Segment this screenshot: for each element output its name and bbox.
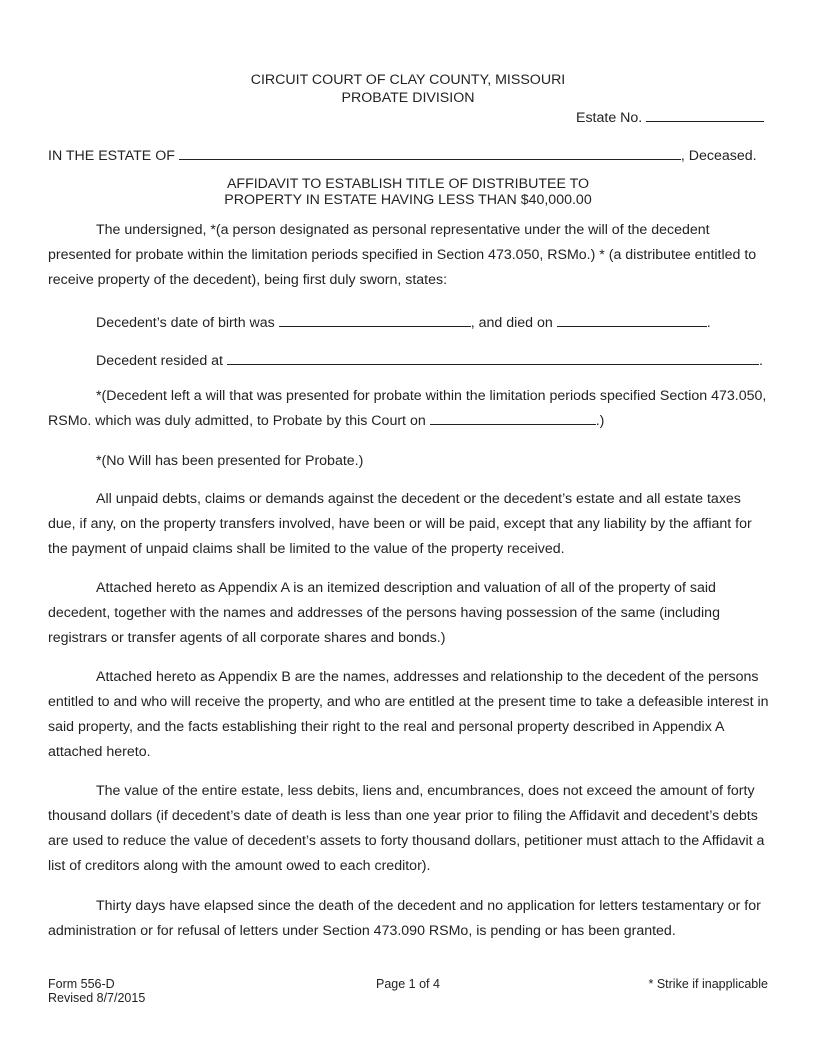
strike-note: * Strike if inapplicable (648, 977, 768, 991)
page-number: Page 1 of 4 (376, 977, 440, 991)
deceased-label: , Deceased. (680, 148, 757, 164)
will-paragraph: *(Decedent left a will that was presented for probate within the limitation periods specified Section 473.050, RSMo. which was duly admitted, to Probate by this Court on .) (48, 388, 767, 429)
estate-of-line (48, 145, 757, 164)
decedent-name-field[interactable] (179, 145, 681, 160)
estate-value-paragraph: The value of the entire estate, less debits, liens and, encumbrances, does not exceed the amount of forty thousand dollars (if decedent’s date of death is less than one year prior to filing the Affidavit and decedent’s debts are used to reduce the value of decedent’s assets to forty thousand dollars, petitioner must attach to the Affidavit a list of creditors along with the amount owed to each creditor). (48, 783, 765, 874)
birth-death-line: Decedent’s date of birth was , and died on . (96, 312, 711, 331)
appendix-b-paragraph: Attached hereto as Appendix B are the names, addresses and relationship to the decedent of the persons entitled to and who will receive the property, and who are entitled at the present time to take a defeasible interest in said property, and the facts establishing their right to the real and personal property described in Appendix A attached hereto. (48, 669, 769, 760)
dob-field[interactable] (279, 312, 471, 327)
estate-of-label: IN THE ESTATE OF (48, 148, 175, 164)
residence-field[interactable] (227, 350, 759, 365)
form-number: Form 556-D (48, 977, 115, 991)
estate-number-field[interactable] (646, 107, 764, 122)
residence-line: Decedent resided at . (96, 350, 763, 369)
court-name: CIRCUIT COURT OF CLAY COUNTY, MISSOURI (250, 72, 566, 88)
document-title-line-2: PROPERTY IN ESTATE HAVING LESS THAN $40,000.00 (224, 192, 592, 208)
resided-label: Decedent resided at (96, 353, 223, 369)
will-admitted-date-field[interactable] (430, 410, 596, 425)
no-will-statement: *(No Will has been presented for Probate.) (96, 453, 364, 469)
revision-date: Revised 8/7/2015 (48, 991, 146, 1005)
died-on-label: , and died on (470, 315, 553, 331)
debts-paragraph: All unpaid debts, claims or demands against the decedent or the decedent’s estate and all estate taxes due, if any, on the property transfers involved, have been or will be paid, except that any liability by the affiant for the payment of unpaid claims shall be limited to the value of the property received. (48, 491, 752, 557)
division-name: PROBATE DIVISION (341, 90, 475, 106)
dob-label: Decedent’s date of birth was (96, 315, 275, 331)
document-title-line-1: AFFIDAVIT TO ESTABLISH TITLE OF DISTRIBUTEE TO (226, 176, 590, 192)
appendix-a-paragraph: Attached hereto as Appendix A is an itemized description and valuation of all of the property of said decedent, together with the names and addresses of the persons having possession of the same (including registrars or transfer agents of all corporate shares and bonds.) (48, 580, 720, 646)
estate-number-label: Estate No. (576, 110, 643, 126)
estate-number (576, 107, 764, 126)
death-date-field[interactable] (557, 312, 707, 327)
thirty-days-paragraph: Thirty days have elapsed since the death of the decedent and no application for letters testamentary or for administration or for refusal of letters under Section 473.090 RSMo, is pending or has been granted. (48, 898, 761, 939)
undersigned-paragraph: The undersigned, *(a person designated as personal representative under the will of the decedent presented for probate within the limitation periods specified in Section 473.050, RSMo.) * (a distributee entitled to receive property of the decedent), being first duly sworn, states: (48, 222, 757, 288)
